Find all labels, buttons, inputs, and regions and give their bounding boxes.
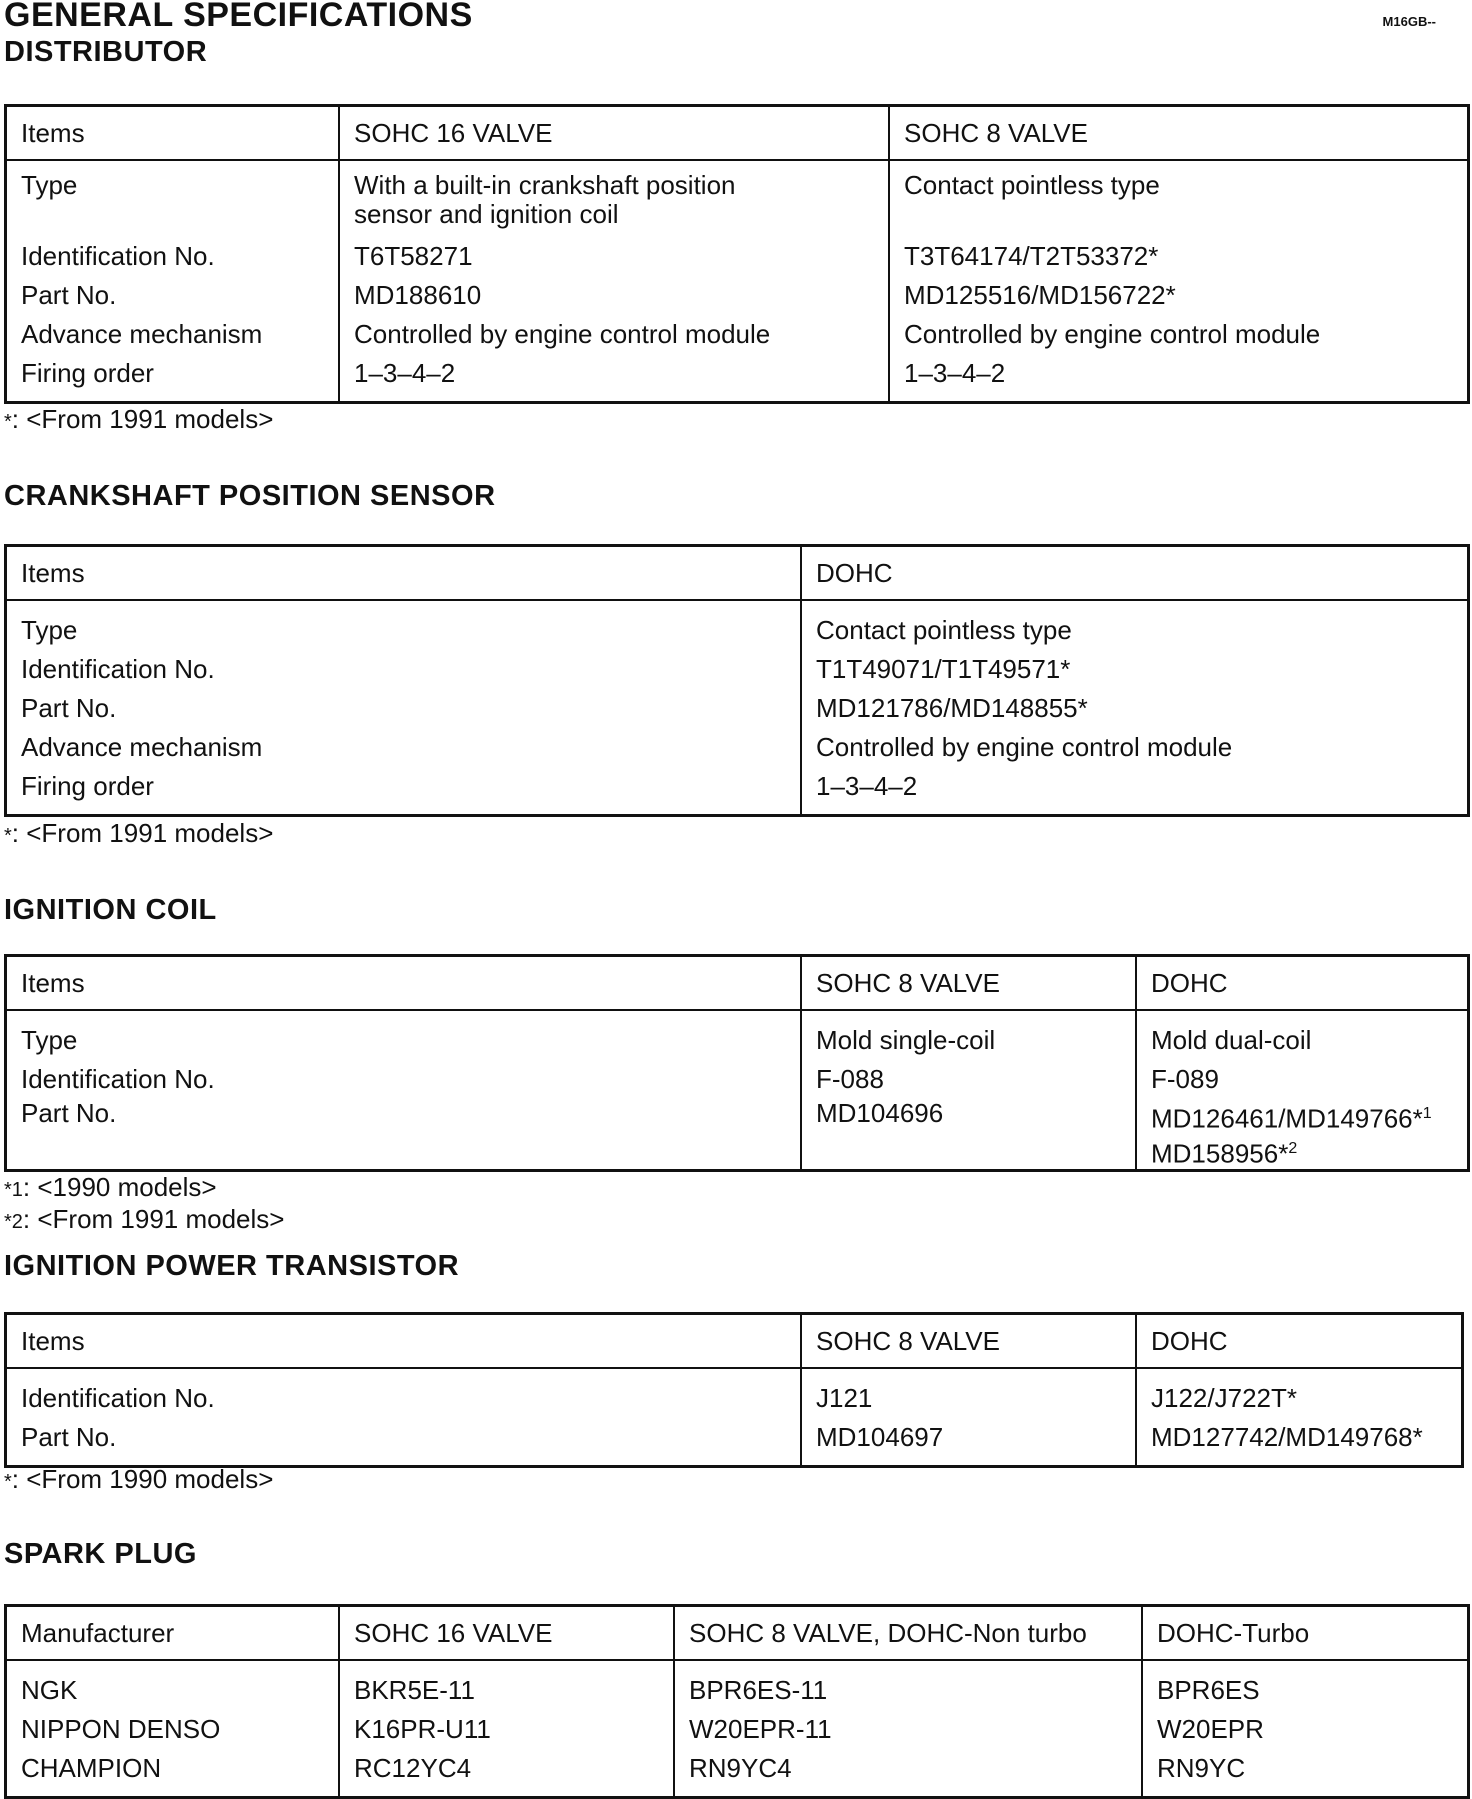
item-label: Identification No. <box>21 241 215 271</box>
item-value: J122/J722T* <box>1151 1383 1297 1413</box>
page-title: GENERAL SPECIFICATIONS <box>4 0 473 34</box>
column-header: DOHC <box>1136 956 1469 1011</box>
item-label: Type <box>21 1025 78 1055</box>
footnote <box>4 1204 284 1235</box>
item-value: Mold single-coil <box>816 1025 996 1055</box>
footnote-text: : <From 1991 models> <box>22 1204 285 1234</box>
sohc16-cell <box>339 1660 674 1798</box>
footnote-ref: 1 <box>1422 1105 1432 1122</box>
item-value: T1T49071/T1T49571* <box>816 654 1071 684</box>
table-header-row <box>6 546 1469 601</box>
plug-code: W20EPR-11 <box>689 1714 832 1744</box>
dohc-cell <box>801 600 1469 816</box>
column-header: SOHC 8 VALVE <box>801 1314 1136 1369</box>
item-value: Controlled by engine control module <box>816 732 1233 762</box>
column-header: Items <box>6 1314 802 1369</box>
section-title-crankshaft: CRANKSHAFT POSITION SENSOR <box>4 480 496 512</box>
column-header: SOHC 8 VALVE, DOHC-Non turbo <box>674 1606 1142 1661</box>
item-value: F-089 <box>1151 1064 1219 1094</box>
column-header: SOHC 8 VALVE <box>889 106 1469 161</box>
item-value: J121 <box>816 1383 873 1413</box>
item-value: T3T64174/T2T53372* <box>904 241 1159 271</box>
column-header: Items <box>6 106 340 161</box>
item-label: Advance mechanism <box>21 732 263 762</box>
item-value: 1–3–4–2 <box>816 771 918 801</box>
item-label: Part No. <box>21 1098 117 1128</box>
footnote <box>4 404 273 435</box>
plug-code: BPR6ES-11 <box>689 1675 828 1705</box>
item-value: Contact pointless type <box>904 170 1160 200</box>
item-value: MD104696 <box>816 1098 944 1128</box>
item-value: MD104697 <box>816 1422 944 1452</box>
table-row <box>6 1660 1469 1798</box>
plug-code: BPR6ES <box>1157 1675 1260 1705</box>
items-cell <box>6 600 802 816</box>
manufacturer-name: NIPPON DENSO <box>21 1714 221 1744</box>
table-row <box>6 600 1469 816</box>
column-header: SOHC 16 VALVE <box>339 1606 674 1661</box>
sohc8-dohc-nonturbo-cell <box>674 1660 1142 1798</box>
transistor-table <box>4 1312 1464 1468</box>
table-row <box>6 1010 1469 1171</box>
item-value: Mold dual-coil <box>1151 1025 1312 1055</box>
section-title-spark-plug: SPARK PLUG <box>4 1538 197 1570</box>
dohc-turbo-cell <box>1142 1660 1469 1798</box>
part-number: MD158956* <box>1151 1138 1289 1169</box>
item-value: Contact pointless type <box>816 615 1072 645</box>
item-value: Controlled by engine control module <box>904 319 1321 349</box>
sohc8-cell <box>889 160 1469 403</box>
column-header: SOHC 16 VALVE <box>339 106 889 161</box>
plug-code: BKR5E-11 <box>354 1675 475 1705</box>
plug-code: RN9YC <box>1157 1753 1246 1783</box>
item-label: Firing order <box>21 771 154 801</box>
footnote <box>4 818 273 849</box>
ignition-coil-table <box>4 954 1470 1172</box>
plug-code: RN9YC4 <box>689 1753 792 1783</box>
footnote-mark: * <box>4 1471 12 1493</box>
document-code: M16GB-- <box>1382 14 1436 29</box>
footnote-ref: 2 <box>1288 1139 1298 1157</box>
footnote-text: : <1990 models> <box>22 1172 217 1202</box>
section-title-transistor: IGNITION POWER TRANSISTOR <box>4 1250 460 1282</box>
footnote <box>4 1172 217 1203</box>
section-title-ignition-coil: IGNITION COIL <box>4 894 217 926</box>
sohc8-cell <box>801 1010 1136 1171</box>
column-header: Items <box>6 546 802 601</box>
item-value: Controlled by engine control module <box>354 319 771 349</box>
manufacturer-name: NGK <box>21 1675 78 1705</box>
section-title-distributor: DISTRIBUTOR <box>4 36 208 68</box>
column-header: Manufacturer <box>6 1606 340 1661</box>
spark-plug-table <box>4 1604 1470 1799</box>
footnote-text: : <From 1991 models> <box>11 818 274 848</box>
footnote-text: : <From 1990 models> <box>11 1464 274 1494</box>
items-cell <box>6 160 340 403</box>
column-header: SOHC 8 VALVE <box>801 956 1136 1011</box>
table-row <box>6 1368 1463 1467</box>
items-cell <box>6 1368 802 1467</box>
footnote-mark: *2 <box>4 1211 23 1233</box>
item-label: Firing order <box>21 358 154 388</box>
sohc16-cell <box>339 160 889 403</box>
footnote-text: : <From 1991 models> <box>11 404 274 434</box>
items-cell <box>6 1010 802 1171</box>
table-header-row <box>6 1314 1463 1369</box>
item-value <box>1151 1099 1463 1169</box>
item-label: Identification No. <box>21 1383 215 1413</box>
item-label: Identification No. <box>21 1064 215 1094</box>
distributor-table <box>4 104 1470 404</box>
manufacturer-name: CHAMPION <box>21 1753 162 1783</box>
dohc-cell <box>1136 1368 1463 1467</box>
item-value: F-088 <box>816 1064 884 1094</box>
plug-code: RC12YC4 <box>354 1753 472 1783</box>
column-header: DOHC-Turbo <box>1142 1606 1469 1661</box>
item-label: Type <box>21 170 78 200</box>
item-label: Type <box>21 615 78 645</box>
plug-code: W20EPR <box>1157 1714 1264 1744</box>
column-header: DOHC <box>801 546 1469 601</box>
item-value: MD127742/MD149768* <box>1151 1422 1423 1452</box>
item-value: MD121786/MD148855* <box>816 693 1088 723</box>
item-value: MD188610 <box>354 280 482 310</box>
plug-code: K16PR-U11 <box>354 1714 491 1744</box>
footnote <box>4 1464 273 1495</box>
item-label: Part No. <box>21 1422 117 1452</box>
item-value: T6T58271 <box>354 241 473 271</box>
table-header-row <box>6 106 1469 161</box>
item-value: 1–3–4–2 <box>354 358 456 388</box>
item-label: Part No. <box>21 280 117 310</box>
table-row <box>6 160 1469 403</box>
footnote-mark: * <box>4 825 12 847</box>
part-number: MD126461/MD149766* <box>1151 1103 1423 1134</box>
table-header-row <box>6 956 1469 1011</box>
column-header: DOHC <box>1136 1314 1463 1369</box>
column-header: Items <box>6 956 802 1011</box>
item-label: Advance mechanism <box>21 319 263 349</box>
crankshaft-table <box>4 544 1470 817</box>
footnote-mark: *1 <box>4 1179 23 1201</box>
sohc8-cell <box>801 1368 1136 1467</box>
item-value: With a built-in crankshaft position sensor and ignition coil <box>354 170 736 229</box>
item-label: Identification No. <box>21 654 215 684</box>
item-label: Part No. <box>21 693 117 723</box>
table-header-row <box>6 1606 1469 1661</box>
item-value: MD125516/MD156722* <box>904 280 1176 310</box>
footnote-mark: * <box>4 411 12 433</box>
manufacturer-cell <box>6 1660 340 1798</box>
item-value: 1–3–4–2 <box>904 358 1006 388</box>
dohc-cell <box>1136 1010 1469 1171</box>
